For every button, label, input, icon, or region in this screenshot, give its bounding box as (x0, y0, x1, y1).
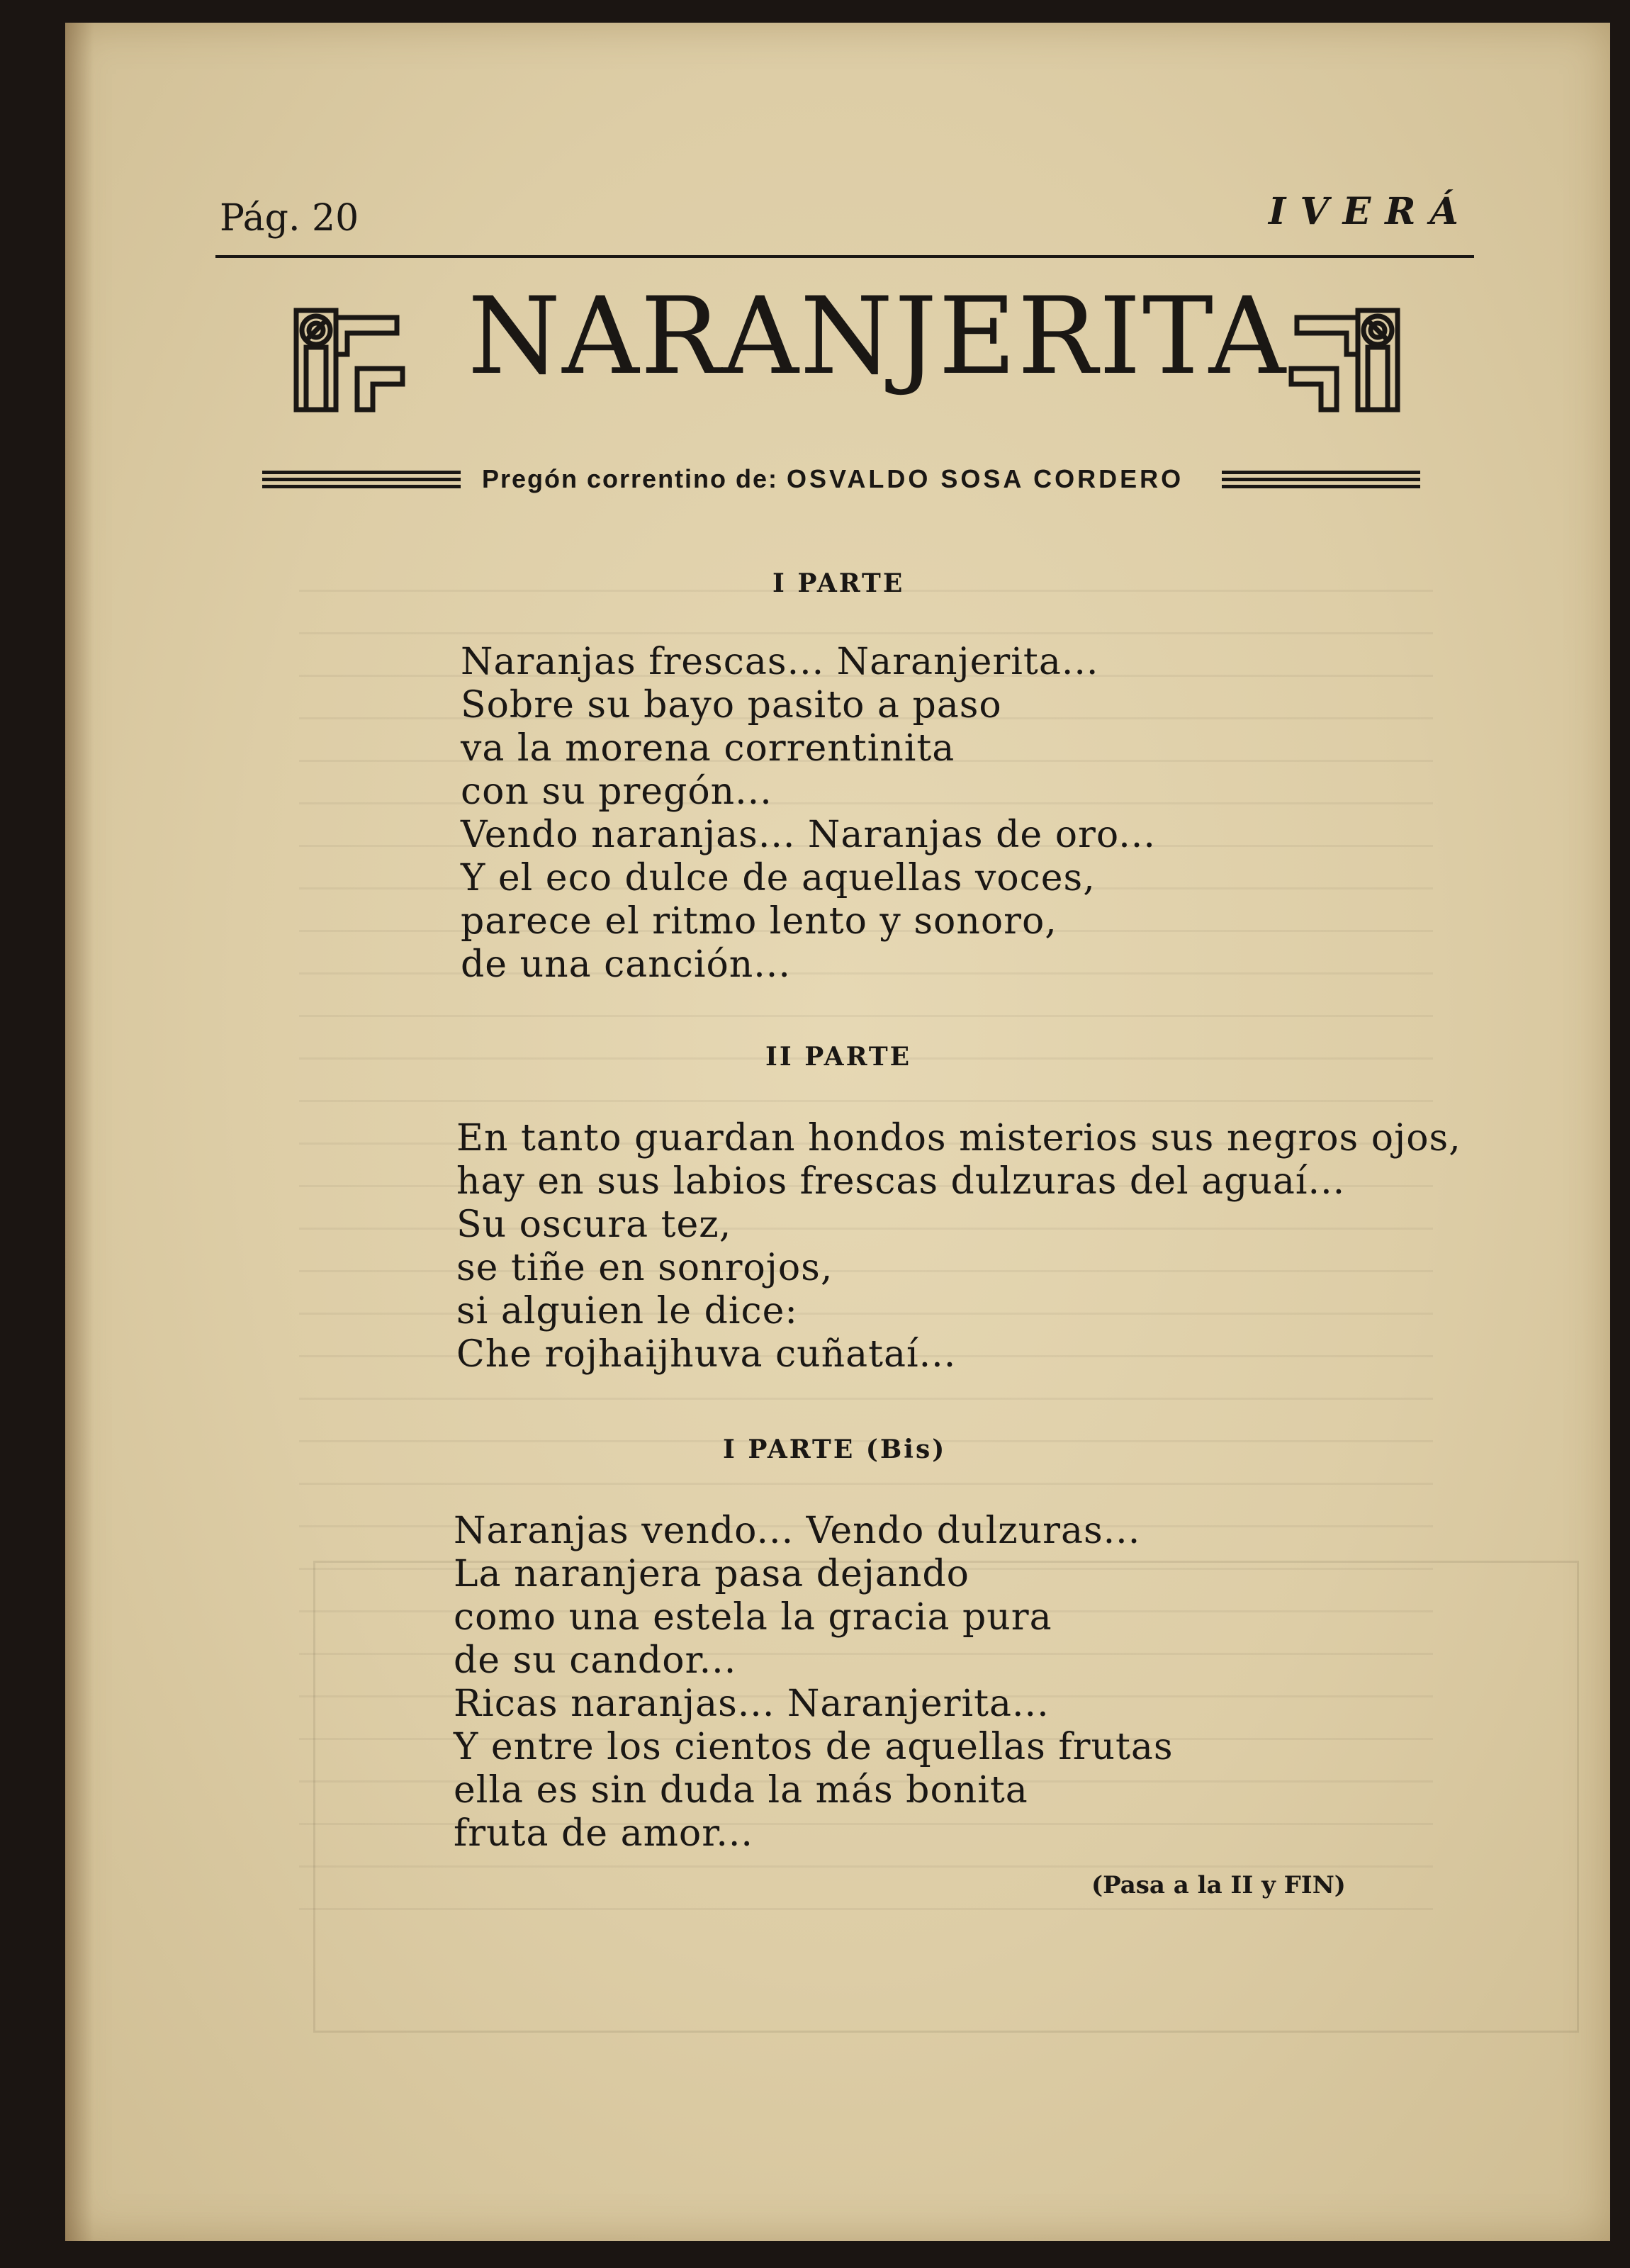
section-heading: II PARTE (765, 1042, 912, 1072)
right-ornament-icon (1283, 305, 1403, 418)
verse-line: Che rojhaijhuva cuñataí... (456, 1333, 957, 1376)
left-ornament-icon (291, 305, 411, 418)
verse-line: parece el ritmo lento y sonoro, (461, 900, 1057, 943)
verse-line: Sobre su bayo pasito a paso (461, 684, 1002, 726)
byline (482, 464, 1205, 494)
verse-line: Naranjas vendo... Vendo dulzuras... (454, 1510, 1141, 1552)
section-heading: I PARTE (772, 568, 905, 598)
verse-line: Vendo naranjas... Naranjas de oro... (461, 814, 1156, 856)
verse-line: se tiñe en sonrojos, (456, 1247, 833, 1289)
verse-block (461, 641, 1156, 987)
byline-prefix: Pregón correntino de: (482, 464, 779, 493)
verse-line: de una canción... (461, 943, 791, 986)
continuation-note: (Pasa a la II y FIN) (1091, 1871, 1346, 1899)
verse-line: hay en sus labios frescas dulzuras del aguaí... (456, 1160, 1346, 1203)
verse-block (454, 1510, 1174, 1856)
page-edge-shadow (65, 23, 94, 2241)
byline-rule-right (1222, 471, 1420, 489)
verse-line: si alguien le dice: (456, 1290, 798, 1332)
verse-line: fruta de amor... (454, 1812, 753, 1855)
publication-name: IVERÁ (1269, 190, 1473, 233)
verse-line: como una estela la gracia pura (454, 1596, 1052, 1639)
verse-line: va la morena correntinita (461, 727, 955, 770)
section-heading: I PARTE (Bis) (723, 1435, 947, 1464)
byline-author: OSVALDO SOSA CORDERO (787, 464, 1184, 493)
verse-line: ella es sin duda la más bonita (454, 1769, 1028, 1812)
verse-line: Naranjas frescas... Naranjerita... (461, 641, 1099, 683)
verse-line: de su candor... (454, 1639, 737, 1682)
verse-line: En tanto guardan hondos misterios sus negros ojos, (456, 1117, 1461, 1160)
verse-line: Su oscura tez, (456, 1203, 732, 1246)
verse-line: La naranjera pasa dejando (454, 1553, 969, 1595)
verse-line: Y el eco dulce de aquellas voces, (461, 857, 1096, 899)
article-title: NARANJERITA (468, 275, 1288, 398)
byline-rule-left (262, 471, 461, 489)
verse-block (456, 1117, 1461, 1376)
page-number: Pág. 20 (220, 197, 359, 240)
header-rule (215, 255, 1474, 258)
verse-line: Y entre los cientos de aquellas frutas (454, 1726, 1174, 1768)
verse-line: con su pregón... (461, 770, 772, 813)
verse-line: Ricas naranjas... Naranjerita... (454, 1683, 1050, 1725)
